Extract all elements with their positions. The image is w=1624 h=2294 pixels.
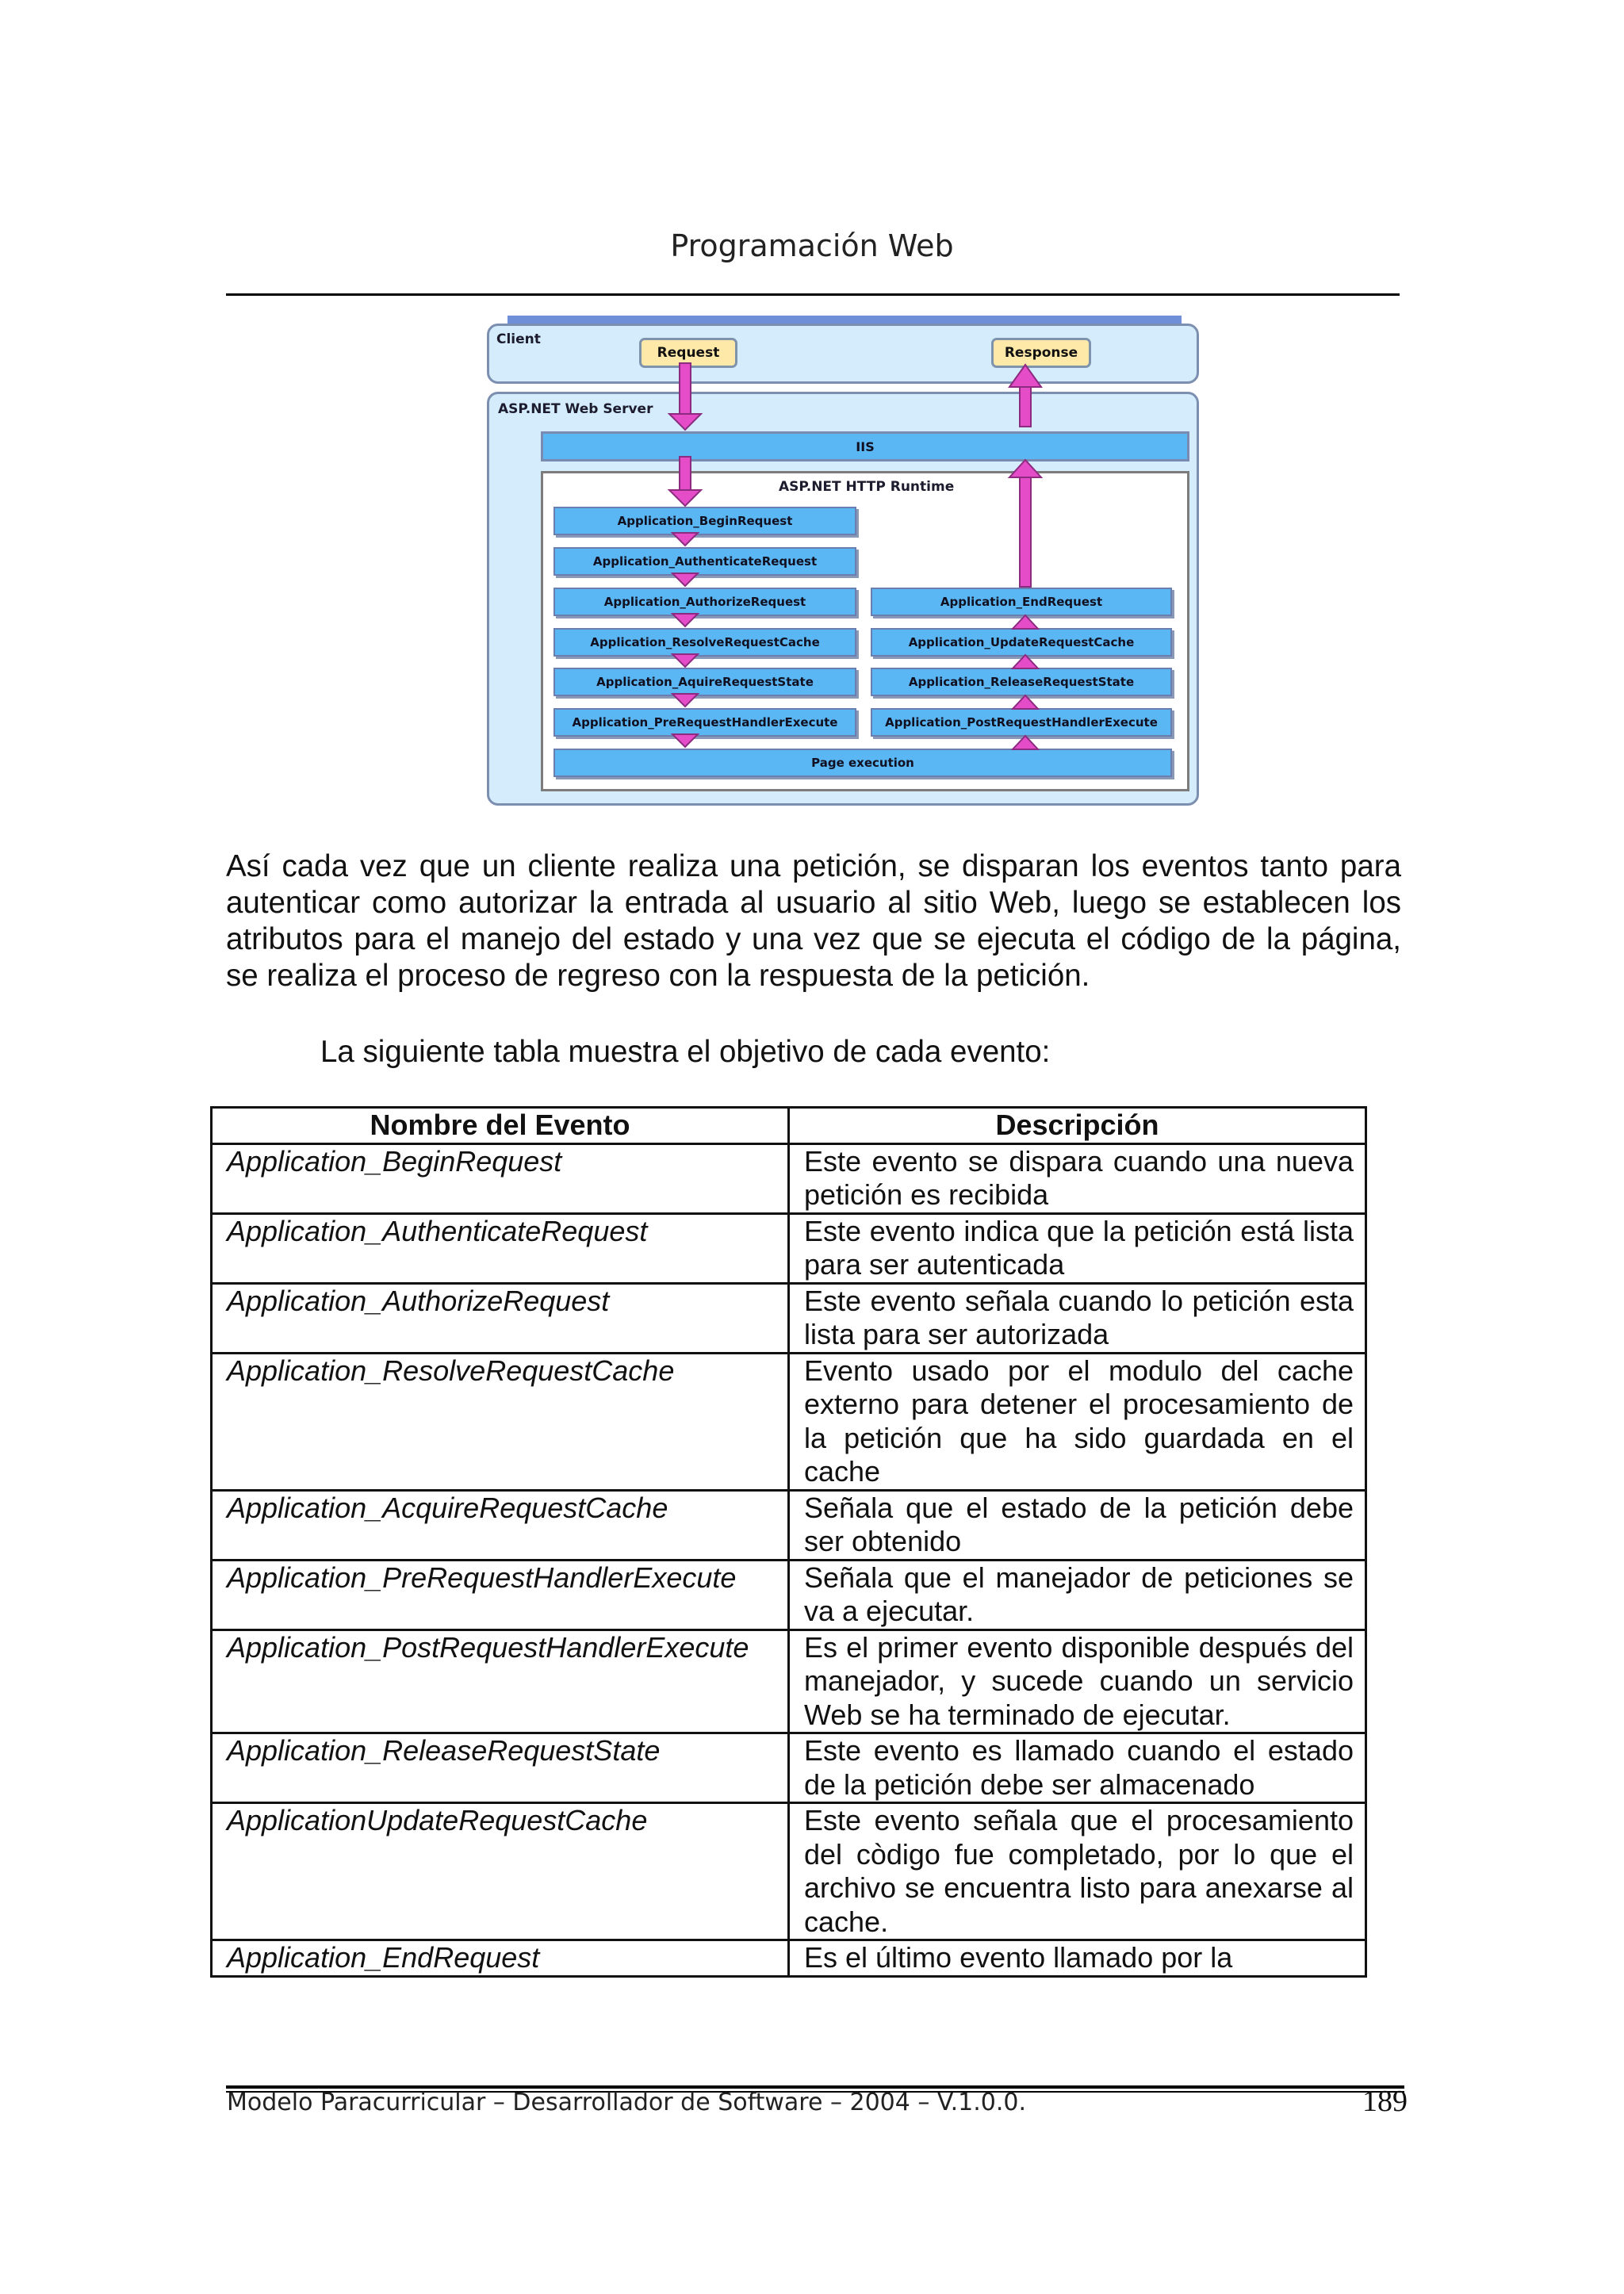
web-server-label: ASP.NET Web Server [498, 401, 653, 417]
event-description-cell: Señala que el manejador de peticiones se va a ejecutar. [789, 1560, 1366, 1630]
request-down-arrow-head [669, 414, 701, 430]
event-description-cell: Este evento se dispara cuando una nueva petición es recibida [789, 1143, 1366, 1213]
header-divider [226, 293, 1400, 296]
diagram-event-resolve-request-cache: Application_ResolveRequestCache [553, 628, 856, 657]
event-name-cell: Application_ReleaseRequestState [212, 1733, 789, 1803]
pipeline-arrows [484, 314, 1197, 806]
event-description-cell: Este evento indica que la petición está lista para ser autenticada [789, 1213, 1366, 1283]
column-header-description: Descripción [789, 1108, 1366, 1144]
event-name-cell: Application_PostRequestHandlerExecute [212, 1630, 789, 1733]
table-row [212, 1353, 1366, 1490]
table-intro: La siguiente tabla muestra el objetivo de cada evento: [320, 1035, 1051, 1069]
event-name-cell: Application_AcquireRequestCache [212, 1490, 789, 1560]
table-row [212, 1940, 1366, 1977]
response-up-arrow-shaft [1020, 384, 1031, 427]
page-number: 189 [1362, 2085, 1408, 2118]
event-name-cell: ApplicationUpdateRequestCache [212, 1803, 789, 1940]
response-up-arrow-head [1009, 365, 1041, 387]
table-row [212, 1490, 1366, 1560]
event-name-cell: Application_AuthorizeRequest [212, 1283, 789, 1353]
runtime-up-arrow-shaft [1020, 477, 1031, 587]
diagram-event-aquire-request-state: Application_AquireRequestState [553, 668, 856, 696]
table-row [212, 1143, 1366, 1213]
events-table [210, 1106, 1367, 1978]
event-description-cell: Este evento señala cuando lo petición esta lista para ser autorizada [789, 1283, 1366, 1353]
http-runtime-label: ASP.NET HTTP Runtime [779, 479, 955, 495]
iis-down-arrow-shaft [680, 457, 691, 493]
footer-text: Modelo Paracurricular – Desarrollador de Software – 2004 – V.1.0.0. [227, 2089, 1026, 2116]
diagram-page-execution: Page execution [553, 749, 1172, 777]
event-description-cell: Evento usado por el modulo del cache externo para detener el procesamiento de la petición que ha sido guardada en el cache [789, 1353, 1366, 1490]
event-name-cell: Application_ResolveRequestCache [212, 1353, 789, 1490]
table-row [212, 1803, 1366, 1940]
table-row [212, 1560, 1366, 1630]
table-row [212, 1213, 1366, 1283]
diagram-event-authorize-request: Application_AuthorizeRequest [553, 588, 856, 616]
request-pill: Request [639, 338, 737, 368]
event-description-cell: Es el primer evento disponible después del manejador, y sucede cuando un servicio Web se ha terminado de ejecutar. [789, 1630, 1366, 1733]
diagram-event-end-request: Application_EndRequest [871, 588, 1172, 616]
iis-down-arrow-head [669, 490, 701, 506]
table-header-row [212, 1108, 1366, 1144]
event-name-cell: Application_AuthenticateRequest [212, 1213, 789, 1283]
iis-bar: IIS [541, 431, 1189, 461]
table-row [212, 1733, 1366, 1803]
diagram-event-authenticate-request: Application_AuthenticateRequest [553, 547, 856, 576]
event-description-cell: Es el último evento llamado por la [789, 1940, 1366, 1977]
table-row [212, 1630, 1366, 1733]
diagram-event-begin-request: Application_BeginRequest [553, 507, 856, 535]
table-row [212, 1283, 1366, 1353]
event-name-cell: Application_PreRequestHandlerExecute [212, 1560, 789, 1630]
event-description-cell: Señala que el estado de la petición debe ser obtenido [789, 1490, 1366, 1560]
response-pill: Response [991, 338, 1091, 368]
event-name-cell: Application_BeginRequest [212, 1143, 789, 1213]
aspnet-pipeline-diagram [484, 314, 1197, 806]
diagram-event-post-request-handler-execute: Application_PostRequestHandlerExecute [871, 708, 1172, 737]
diagram-event-release-request-state: Application_ReleaseRequestState [871, 668, 1172, 696]
event-description-cell: Este evento señala que el procesamiento del còdigo fue completado, por lo que el archivo se encuentra listo para anexarse al cache. [789, 1803, 1366, 1940]
request-down-arrow-shaft [680, 363, 691, 419]
page-header-title: Programación Web [670, 228, 954, 263]
column-header-event-name: Nombre del Evento [212, 1108, 789, 1144]
diagram-event-pre-request-handler-execute: Application_PreRequestHandlerExecute [553, 708, 856, 737]
client-label: Client [496, 331, 541, 347]
event-name-cell: Application_EndRequest [212, 1940, 789, 1977]
diagram-event-update-request-cache: Application_UpdateRequestCache [871, 628, 1172, 657]
event-description-cell: Este evento es llamado cuando el estado de la petición debe ser almacenado [789, 1733, 1366, 1803]
runtime-up-arrow-head [1009, 460, 1041, 477]
body-paragraph: Así cada vez que un cliente realiza una petición, se disparan los eventos tanto para autenticar como autorizar la entrada al usuario al sitio Web, luego se establecen los atributos para el manejo del estado y una vez que se ejecuta el código de la página, se realiza el proceso de regreso con la respuesta de la petición. [226, 849, 1401, 993]
